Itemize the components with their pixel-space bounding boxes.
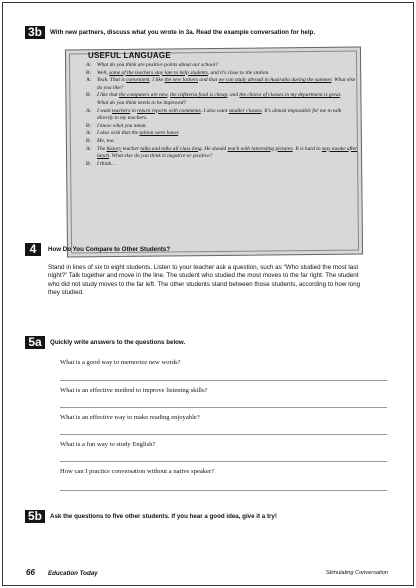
section-4-body: Stand in lines of six to eight students. Listen to your teacher ask a question, such as “Who studied the most last night?” Talk together and move in the line. The student who studied the most moves to the far right. The student who did not study moves to the far left. The other students stand between those students, according to how long they studied.	[48, 264, 361, 297]
dialogue-speaker: B:	[86, 92, 92, 99]
dialogue-text: Well, some of the teachers stay late to help students, and it's close to the station.	[97, 69, 270, 76]
example-dialogue	[86, 62, 358, 168]
answer-line-4[interactable]	[60, 461, 387, 462]
section-5a-instruction: Quickly write answers to the questions below.	[50, 339, 186, 346]
question-3: What is an effective way to make reading enjoyable?	[60, 414, 200, 421]
dialogue-speaker: B:	[86, 122, 92, 129]
dialogue-text: Yeah. That is convenient. I like the new lockers and that we can study abroad in Australia during the summer. What else do you like?	[97, 77, 356, 91]
question-4: What is a fun way to study English?	[60, 441, 156, 448]
dialogue-line	[86, 100, 358, 108]
dialogue-text: I like that the computers are new, the cafeteria food is cheap, and the choice of classes in my department is great.	[97, 92, 342, 99]
question-1: What is a good way to memorize new words?	[60, 359, 181, 366]
answer-line-5[interactable]	[60, 490, 387, 491]
dialogue-speaker: A:	[86, 107, 92, 114]
dialogue-line	[86, 161, 358, 169]
answer-line-1[interactable]	[60, 380, 387, 381]
dialogue-text: I think…	[97, 160, 116, 167]
dialogue-speaker: B:	[86, 137, 92, 144]
dialogue-speaker: A:	[86, 145, 92, 152]
section-3b-tag: 3b	[25, 26, 45, 39]
section-4-tag: 4	[25, 243, 41, 256]
question-2: What is an effective method to improve listening skills?	[60, 387, 208, 394]
dialogue-speaker: A:	[86, 130, 92, 137]
dialogue-text: I also wish that the tuition were lower.	[97, 130, 180, 137]
dialogue-line	[86, 146, 358, 161]
dialogue-text: Me, too.	[97, 137, 115, 144]
dialogue-line	[86, 77, 358, 92]
dialogue-text: I want teachers to return reports with comments. I also want smaller classes. It's almost impossible for me to talk directly to my teachers.	[97, 107, 342, 122]
section-5b-instruction: Ask the questions to five other students. If you hear a good idea, give it a try!	[50, 513, 277, 520]
dialogue-line	[86, 123, 358, 131]
dialogue-line	[86, 138, 358, 146]
dialogue-line	[86, 62, 358, 70]
dialogue-text: What do you think are positive points about our school?	[97, 62, 218, 68]
dialogue-speaker	[86, 100, 97, 108]
dialogue-speaker: B:	[86, 69, 92, 76]
page-number: 66	[26, 568, 35, 577]
section-5b-tag: 5b	[25, 510, 45, 523]
dialogue-speaker: B:	[86, 160, 92, 167]
dialogue-line	[86, 70, 358, 78]
dialogue-speaker: A:	[86, 62, 92, 68]
book-title: Education Today	[48, 569, 98, 577]
answer-line-2[interactable]	[60, 407, 387, 408]
dialogue-line	[86, 108, 358, 123]
dialogue-text: The history teacher talks and talks all class long. He should teach with interesting pictures. It is hard to stay awake after lunch. What else do you think is negative or positive?	[97, 145, 358, 160]
question-5: How can I practice conversation without a native speaker?	[60, 468, 215, 475]
section-5a-tag: 5a	[25, 336, 45, 349]
section-4-title: How Do You Compare to Other Students?	[48, 246, 171, 253]
answer-line-3[interactable]	[60, 434, 387, 435]
dialogue-line	[86, 92, 358, 100]
useful-language-title: USEFUL LANGUAGE	[88, 51, 171, 60]
unit-title: Stimulating Conversation	[325, 570, 388, 576]
dialogue-speaker: A:	[86, 77, 92, 84]
section-3b-instruction: With new partners, discuss what you wrote in 3a. Read the example conversation for help.	[50, 28, 316, 36]
dialogue-text: I know what you mean.	[97, 122, 147, 129]
dialogue-line	[86, 130, 358, 138]
dialogue-text: What do you think needs to be improved?	[97, 99, 187, 106]
